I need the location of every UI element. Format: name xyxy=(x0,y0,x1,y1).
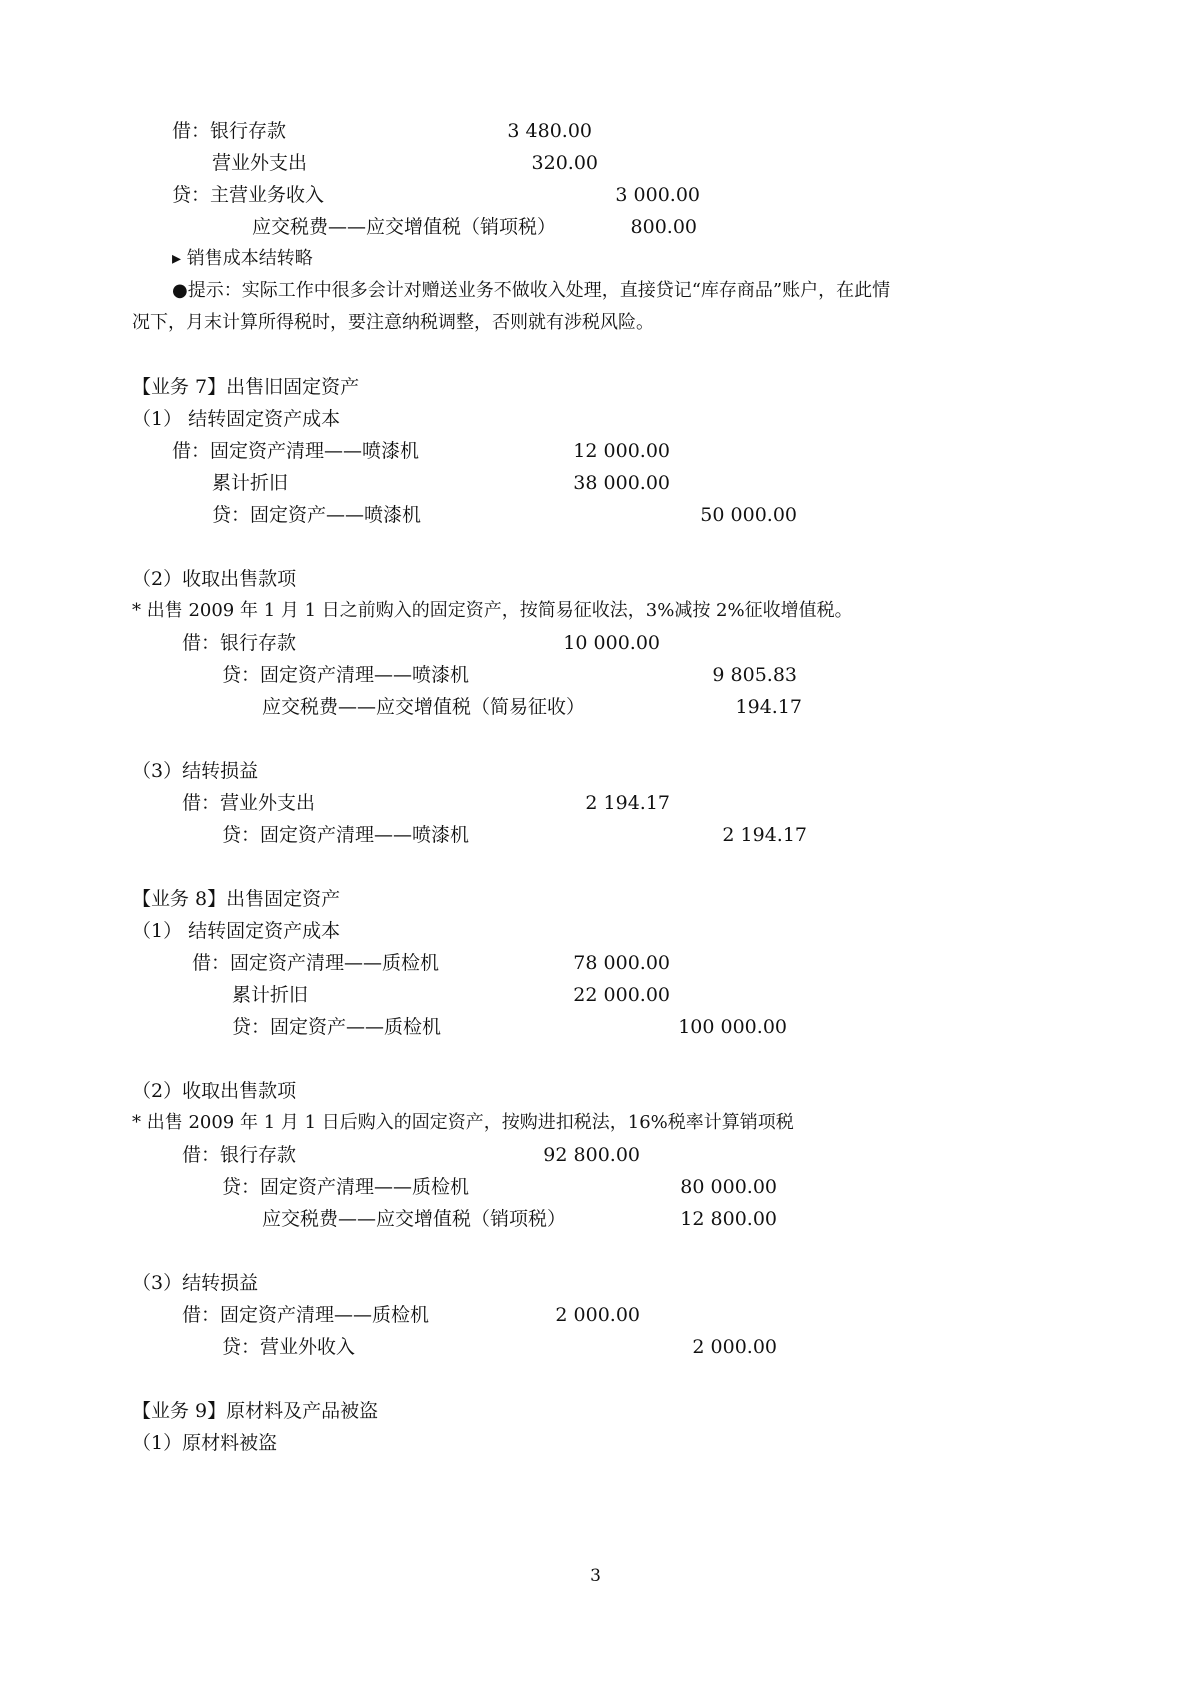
journal-line-debit: 累计折旧 xyxy=(232,984,309,1006)
credit-amount: 9 805.83 xyxy=(712,664,797,686)
journal-line-credit: 贷：固定资产——质检机 xyxy=(232,1016,442,1038)
journal-line-credit: 贷：固定资产——喷漆机 xyxy=(212,504,422,526)
tip-text: 况下，月末计算所得税时，要注意纳税调整，否则就有涉税风险。 xyxy=(132,312,654,333)
journal-line-credit: 贷：营业外收入 xyxy=(222,1336,356,1358)
debit-amount: 2 194.17 xyxy=(585,792,670,814)
debit-amount: 22 000.00 xyxy=(573,984,670,1006)
journal-line-credit: 贷：主营业务收入 xyxy=(172,184,325,206)
credit-amount: 800.00 xyxy=(630,216,697,238)
subsection-title: （1）原材料被盗 xyxy=(132,1432,278,1454)
debit-amount: 2 000.00 xyxy=(555,1304,640,1326)
journal-line-credit: 贷：固定资产清理——质检机 xyxy=(222,1176,470,1198)
journal-line-credit: 贷：固定资产清理——喷漆机 xyxy=(222,664,470,686)
subsection-title: （2）收取出售款项 xyxy=(132,1080,297,1102)
credit-amount: 2 000.00 xyxy=(692,1336,777,1358)
journal-line-credit: 应交税费——应交增值税（销项税） xyxy=(262,1208,567,1230)
credit-amount: 80 000.00 xyxy=(680,1176,777,1198)
subsection-title: （2）收取出售款项 xyxy=(132,568,297,590)
subsection-title: （1） 结转固定资产成本 xyxy=(132,408,341,430)
page-number: 3 xyxy=(590,1566,601,1586)
journal-line-credit: 应交税费——应交增值税（简易征收） xyxy=(262,696,586,718)
journal-line-debit: 借：营业外支出 xyxy=(182,792,316,814)
note-text: * 出售 2009 年 1 月 1 日后购入的固定资产，按购进扣税法，16%税率计算销项税 xyxy=(132,1112,794,1133)
section-title: 【业务 9】原材料及产品被盗 xyxy=(132,1400,379,1422)
journal-line-debit: 借：固定资产清理——喷漆机 xyxy=(172,440,420,462)
journal-line-debit: 借：银行存款 xyxy=(172,120,287,142)
credit-amount: 50 000.00 xyxy=(700,504,797,526)
subsection-title: （1） 结转固定资产成本 xyxy=(132,920,341,942)
note-text: * 出售 2009 年 1 月 1 日之前购入的固定资产，按简易征收法，3%减按 2%征收增值税。 xyxy=(132,600,853,621)
journal-line-debit: 借：固定资产清理——质检机 xyxy=(182,1304,430,1326)
credit-amount: 194.17 xyxy=(735,696,802,718)
journal-line-debit: 累计折旧 xyxy=(212,472,289,494)
journal-line-credit: 应交税费——应交增值税（销项税） xyxy=(252,216,557,238)
subsection-title: （3）结转损益 xyxy=(132,1272,259,1294)
journal-line-debit: 借：银行存款 xyxy=(182,632,297,654)
credit-amount: 100 000.00 xyxy=(678,1016,787,1038)
subsection-title: （3）结转损益 xyxy=(132,760,259,782)
journal-line-debit: 营业外支出 xyxy=(212,152,308,174)
credit-amount: 2 194.17 xyxy=(722,824,807,846)
section-title: 【业务 7】出售旧固定资产 xyxy=(132,376,360,398)
section-title: 【业务 8】出售固定资产 xyxy=(132,888,341,910)
debit-amount: 92 800.00 xyxy=(543,1144,640,1166)
debit-amount: 10 000.00 xyxy=(563,632,660,654)
journal-line-credit: 贷：固定资产清理——喷漆机 xyxy=(222,824,470,846)
debit-amount: 38 000.00 xyxy=(573,472,670,494)
credit-amount: 12 800.00 xyxy=(680,1208,777,1230)
debit-amount: 320.00 xyxy=(531,152,598,174)
debit-amount: 12 000.00 xyxy=(573,440,670,462)
debit-amount: 78 000.00 xyxy=(573,952,670,974)
journal-line-debit: 借：银行存款 xyxy=(182,1144,297,1166)
credit-amount: 3 000.00 xyxy=(615,184,700,206)
tip-text: ●提示：实际工作中很多会计对赠送业务不做收入处理，直接贷记“库存商品”账户，在此情 xyxy=(172,280,891,301)
debit-amount: 3 480.00 xyxy=(507,120,592,142)
bullet-note: ▸ 销售成本结转略 xyxy=(172,248,313,269)
journal-line-debit: 借：固定资产清理——质检机 xyxy=(192,952,440,974)
